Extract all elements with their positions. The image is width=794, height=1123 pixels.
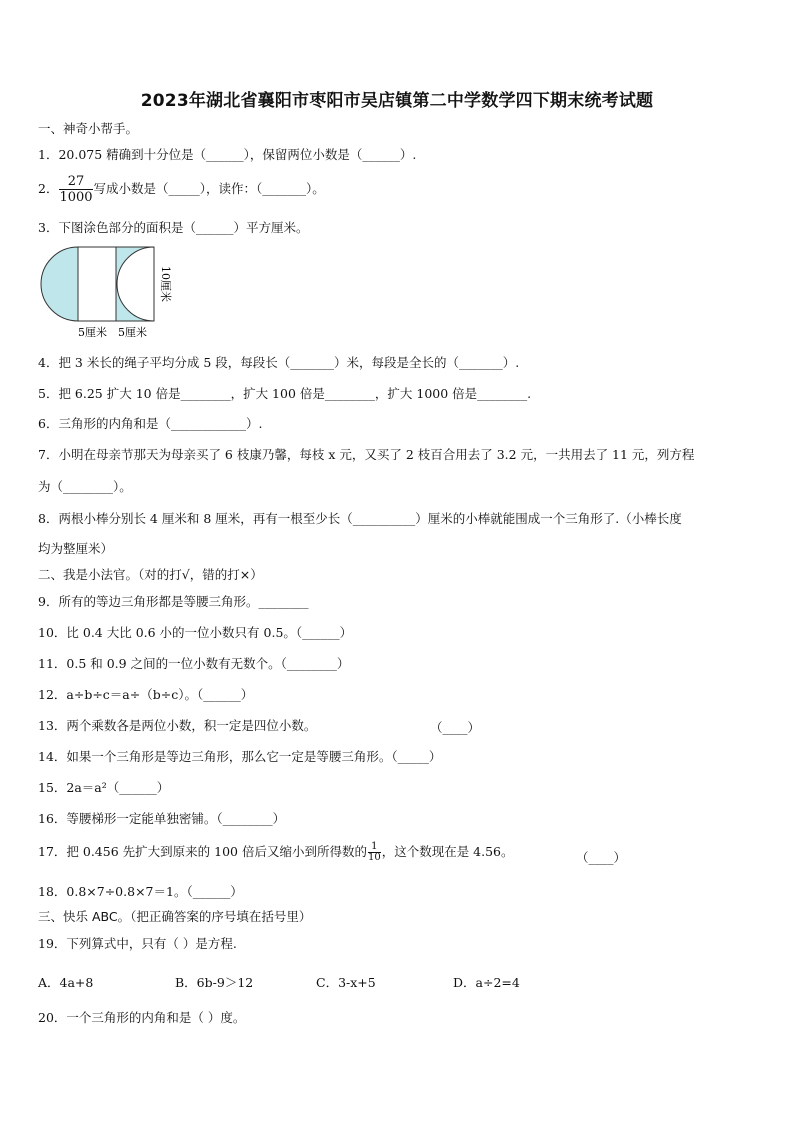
- question-9: 9．所有的等边三角形都是等腰三角形。________: [38, 594, 309, 609]
- fraction-denominator: 1000: [59, 190, 93, 205]
- fraction: [59, 174, 92, 205]
- question-16: 16．等腰梯形一定能单独密铺。（________）: [38, 811, 286, 826]
- section-heading-2: 二、我是小法官。（对的打√，错的打×）: [38, 567, 263, 582]
- section-heading-3: 三、快乐 ABC。（把正确答案的序号填在括号里）: [38, 909, 312, 924]
- question-3: 3．下图涂色部分的面积是（______）平方厘米。: [38, 220, 309, 235]
- left-rectangle: [78, 247, 116, 321]
- side-length-label: 10厘米: [159, 266, 172, 302]
- option-b: B．6b-9＞12: [175, 975, 254, 990]
- question-2-suffix: 写成小数是（_____），读作：（_______）。: [93, 181, 325, 196]
- question-2-prefix: 2．: [38, 181, 59, 196]
- option-c: C．3-x+5: [316, 975, 376, 990]
- area-figure: [38, 244, 178, 344]
- question-19: 19．下列算式中，只有（ ）是方程.: [38, 936, 237, 951]
- question-12: 12．a÷b÷c＝a÷（b÷c）。（______）: [38, 687, 254, 702]
- question-10: 10．比 0.4 大比 0.6 小的一位小数只有 0.5。（______）: [38, 625, 353, 640]
- question-13-blank: （____）: [430, 720, 481, 735]
- question-7-line-1: 7．小明在母亲节那天为母亲买了 6 枝康乃馨，每枝 x 元，又买了 2 枝百合用去了 3.2 元，一共用去了 11 元，列方程: [38, 447, 695, 462]
- fraction: [368, 842, 381, 863]
- question-17-suffix: ，这个数现在是 4.56。: [381, 844, 514, 859]
- question-15: 15．2a＝a²（______）: [38, 780, 170, 795]
- question-8-line-1: 8．两根小棒分别长 4 厘米和 8 厘米，再有一根至少长（__________）厘米的小棒就能围成一个三角形了.（小棒长度: [38, 511, 682, 526]
- shaded-left-semicircle: [41, 247, 78, 321]
- option-d: D．a÷2=4: [453, 975, 520, 990]
- question-18: 18．0.8×7÷0.8×7＝1。（______）: [38, 884, 243, 899]
- option-a: A．4a+8: [38, 975, 94, 990]
- fraction-numerator: 1: [368, 842, 381, 853]
- bottom-right-label: 5厘米: [118, 326, 147, 339]
- question-4: 4．把 3 米长的绳子平均分成 5 段，每段长（_______）米，每段是全长的（_______）.: [38, 355, 520, 370]
- question-20: 20．一个三角形的内角和是（ ）度。: [38, 1010, 246, 1025]
- fraction-denominator: 10: [367, 852, 381, 863]
- fraction-numerator: 27: [59, 174, 92, 190]
- question-17-blank: （____）: [576, 850, 627, 865]
- question-17-prefix: 17．把 0.456 先扩大到原来的 100 倍后又缩小到所得数的: [38, 844, 367, 859]
- question-7-line-2: 为（________）。: [38, 479, 132, 494]
- question-2: [38, 174, 325, 205]
- question-14: 14．如果一个三角形是等边三角形，那么它一定是等腰三角形。（_____）: [38, 749, 442, 764]
- section-heading-1: 一、神奇小帮手。: [38, 121, 139, 136]
- bottom-left-label: 5厘米: [78, 326, 107, 339]
- question-1: 1．20.075 精确到十分位是（______），保留两位小数是（______）.: [38, 147, 417, 162]
- question-11: 11．0.5 和 0.9 之间的一位小数有无数个。（________）: [38, 656, 350, 671]
- question-8-line-2: 均为整厘米）: [38, 541, 114, 556]
- question-6: 6．三角形的内角和是（____________）.: [38, 416, 263, 431]
- question-5: 5．把 6.25 扩大 10 倍是________，扩大 100 倍是________，扩大 1000 倍是________.: [38, 386, 532, 401]
- page-title: 2023年湖北省襄阳市枣阳市吴店镇第二中学数学四下期末统考试题: [140, 91, 654, 111]
- question-13: 13．两个乘数各是两位小数，积一定是四位小数。: [38, 718, 317, 733]
- question-17: [38, 842, 514, 863]
